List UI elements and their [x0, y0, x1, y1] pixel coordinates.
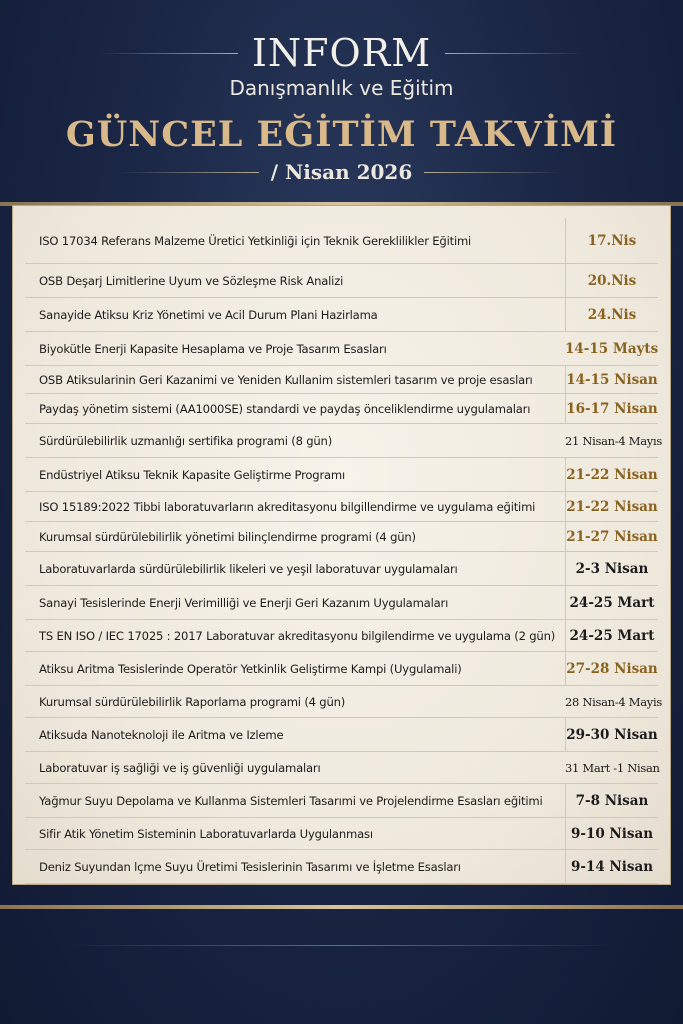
training-date: 14-15 Nisan [566, 371, 658, 388]
training-row [25, 686, 662, 718]
brand-divider-right [445, 53, 585, 54]
training-row [25, 264, 658, 298]
training-title: Kurumsal sürdürülebilirlik yönetimi bilinçlendirme programi (4 gün) [39, 529, 416, 544]
training-row [25, 458, 658, 492]
training-date: 24-25 Mart [569, 627, 655, 644]
training-row [25, 492, 658, 522]
training-date: 31 Mart -1 Nisan [565, 760, 660, 775]
training-title: Kurumsal sürdürülebilirlik Raporlama programi (4 gün) [39, 694, 346, 709]
period-divider-right [424, 172, 564, 173]
period-divider-left [119, 172, 259, 173]
training-row [25, 818, 658, 850]
training-row [25, 718, 658, 752]
training-row [25, 752, 658, 784]
training-title: Sanayide Atiksu Kriz Yönetimi ve Acil Durum Plani Hazirlama [39, 307, 378, 322]
training-row [25, 522, 658, 552]
schedule-panel [12, 205, 671, 885]
training-title: TS EN ISO / IEC 17025 : 2017 Laboratuvar akreditasyonu bilgilendirme ve uygulama (2 gün) [39, 628, 556, 643]
training-row [25, 394, 658, 424]
training-title: Biyokütle Enerji Kapasite Hesaplama ve Proje Tasarım Esasları [39, 341, 387, 356]
training-title: ISO 17034 Referans Malzeme Üretici Yetkinliği için Teknik Gereklilikler Eğitimi [39, 233, 472, 248]
schedule-list [25, 218, 662, 884]
training-date: 14-15 Mayts [565, 340, 659, 357]
training-title: Sifir Atik Yönetim Sisteminin Laboratuvarlarda Uygulanması [39, 826, 373, 841]
period-label: / Nisan 2026 [270, 160, 413, 184]
brand-divider-left [98, 53, 238, 54]
training-date: 21-27 Nisan [566, 528, 658, 545]
training-row [25, 620, 658, 652]
brand-subtitle: Danışmanlık ve Eğitim [229, 76, 454, 100]
training-date: 9-10 Nisan [570, 825, 654, 842]
training-date: 17.Nis [587, 232, 637, 249]
training-row [25, 850, 658, 884]
training-title: Paydaş yönetim sistemi (AA1000SE) standardi ve paydaş önceliklendirme uygulamaları [39, 401, 531, 416]
header [0, 0, 683, 205]
training-date: 2-3 Nisan [575, 560, 649, 577]
training-row [25, 218, 658, 264]
training-date: 9-14 Nisan [570, 858, 654, 875]
footer [0, 909, 683, 1024]
training-row [25, 652, 658, 686]
training-row [25, 332, 658, 366]
training-title: OSB Atiksularinin Geri Kazanimi ve Yeniden Kullanim sistemleri tasarım ve proje esasları [39, 372, 533, 387]
page-title: GÜNCEL EĞİTİM TAKVİMİ [65, 114, 618, 155]
training-date: 28 Nisan-4 Mayis [565, 694, 662, 709]
training-row [25, 552, 658, 586]
training-row [25, 784, 658, 818]
training-title: Laboratuvar iş sağliği ve iş güvenliği uygulamaları [39, 760, 321, 775]
training-date: 21-22 Nisan [566, 466, 658, 483]
training-title: Sürdürülebilirlik uzmanlığı sertifika programi (8 gün) [39, 433, 333, 448]
training-title: Atiksuda Nanoteknoloji ile Aritma ve Izleme [39, 727, 284, 742]
training-title: Atiksu Aritma Tesislerinde Operatör Yetkinlik Geliştirme Kampi (Uygulamali) [39, 661, 462, 676]
training-title: Endüstriyel Atiksu Teknik Kapasite Geliştirme Programı [39, 467, 346, 482]
period-row [0, 158, 683, 186]
brand-name: INFORM [251, 31, 432, 75]
brand-row [0, 30, 683, 76]
training-date: 24-25 Mart [569, 594, 655, 611]
training-date: 7-8 Nisan [575, 792, 649, 809]
training-date: 29-30 Nisan [566, 726, 658, 743]
training-row [25, 298, 658, 332]
training-row [25, 366, 658, 394]
training-title: Yağmur Suyu Depolama ve Kullanma Sistemleri Tasarımi ve Projelendirme Esasları eğitimi [39, 793, 543, 808]
training-row [25, 424, 662, 458]
footer-divider [60, 945, 623, 946]
training-date: 16-17 Nisan [566, 400, 658, 417]
training-row [25, 586, 658, 620]
training-title: Laboratuvarlarda sürdürülebilirlik likeleri ve yeşil laboratuvar uygulamaları [39, 561, 458, 576]
training-date: 24.Nis [587, 306, 637, 323]
training-date: 21 Nisan-4 Mayıs [565, 433, 662, 448]
training-title: ISO 15189:2022 Tibbi laboratuvarların akreditasyonu bilgillendirme ve uygulama eğitimi [39, 499, 536, 514]
training-date: 27-28 Nisan [566, 660, 658, 677]
training-title: Deniz Suyundan lçme Suyu Üretimi Tesislerinin Tasarımı ve İşletme Esasları [39, 859, 461, 874]
training-date: 21-22 Nisan [566, 498, 658, 515]
training-title: Sanayi Tesislerinde Enerji Verimilliği ve Enerji Geri Kazanım Uygulamaları [39, 595, 449, 610]
training-date: 20.Nis [587, 272, 637, 289]
training-title: OSB Deşarj Limitlerine Uyum ve Sözleşme Risk Analizi [39, 273, 344, 288]
